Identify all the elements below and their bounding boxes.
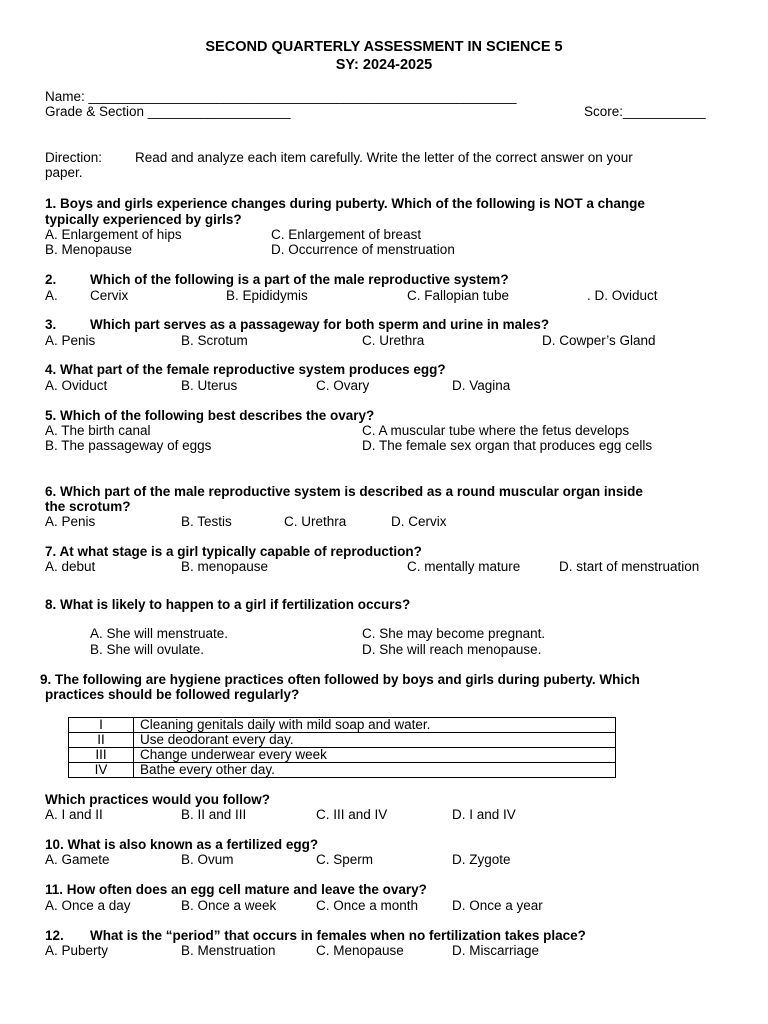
q11-option-b[interactable]: B. Once a week <box>181 898 277 913</box>
practice-text: Change underwear every week <box>134 748 616 763</box>
q1-option-a[interactable]: A. Enlargement of hips <box>45 227 182 242</box>
school-year: SY: 2024-2025 <box>335 57 433 73</box>
table-row <box>69 733 616 748</box>
q12-option-c[interactable]: C. Menopause <box>316 943 404 958</box>
q3-option-b[interactable]: B. Scrotum <box>181 333 248 348</box>
q12-option-b[interactable]: B. Menstruation <box>181 943 276 958</box>
question-9-sub: Which practices would you follow? <box>45 792 271 807</box>
q2-option-b[interactable]: B. Epididymis <box>226 288 308 303</box>
question-10: 10. What is also known as a fertilized egg? <box>45 837 319 852</box>
q12-option-d[interactable]: D. Miscarriage <box>452 943 540 958</box>
question-8: 8. What is likely to happen to a girl if fertilization occurs? <box>45 597 411 612</box>
q8-option-a[interactable]: A. She will menstruate. <box>90 626 229 641</box>
grade-section-field[interactable]: Grade & Section ___________________ <box>45 104 291 119</box>
q12-option-a[interactable]: A. Puberty <box>45 943 109 958</box>
practice-number: II <box>69 733 134 748</box>
q8-option-b[interactable]: B. She will ovulate. <box>90 642 205 657</box>
q7-option-c[interactable]: C. mentally mature <box>407 559 521 574</box>
question-9-cont: practices should be followed regularly? <box>45 687 300 702</box>
q11-option-c[interactable]: C. Once a month <box>316 898 419 913</box>
q4-option-b[interactable]: B. Uterus <box>181 378 238 393</box>
question-7: 7. At what stage is a girl typically capable of reproduction? <box>45 544 422 559</box>
q6-option-c[interactable]: C. Urethra <box>284 514 347 529</box>
q1-option-c[interactable]: C. Enlargement of breast <box>271 227 422 242</box>
q3-option-c[interactable]: C. Urethra <box>362 333 425 348</box>
table-row <box>69 718 616 733</box>
question-3-number: 3. <box>45 317 57 332</box>
q10-option-c[interactable]: C. Sperm <box>316 852 374 867</box>
q6-option-a[interactable]: A. Penis <box>45 514 96 529</box>
question-3: Which part serves as a passageway for both sperm and urine in males? <box>90 317 550 332</box>
q2-option-a-letter: A. <box>45 288 58 303</box>
q10-option-a[interactable]: A. Gamete <box>45 852 110 867</box>
practice-text: Use deodorant every day. <box>134 733 616 748</box>
question-2-number: 2. <box>45 272 57 287</box>
table-row <box>69 763 616 778</box>
q1-option-b[interactable]: B. Menopause <box>45 242 133 257</box>
q9-option-b[interactable]: B. II and III <box>181 807 247 822</box>
name-field[interactable]: Name: _________________________________________________________ <box>45 89 517 104</box>
question-5: 5. Which of the following best describes the ovary? <box>45 408 375 423</box>
practice-number: I <box>69 718 134 733</box>
score-field[interactable]: Score:___________ <box>584 104 706 119</box>
q5-option-b[interactable]: B. The passageway of eggs <box>45 438 212 453</box>
q8-option-d[interactable]: D. She will reach menopause. <box>362 642 542 657</box>
q6-option-b[interactable]: B. Testis <box>181 514 232 529</box>
question-9: 9. The following are hygiene practices often followed by boys and girls during puberty. Which <box>40 672 640 687</box>
q7-option-b[interactable]: B. menopause <box>181 559 269 574</box>
q10-option-b[interactable]: B. Ovum <box>181 852 234 867</box>
page-title: SECOND QUARTERLY ASSESSMENT IN SCIENCE 5 <box>205 39 563 55</box>
q9-option-a[interactable]: A. I and II <box>45 807 103 822</box>
q9-option-c[interactable]: C. III and IV <box>316 807 388 822</box>
question-4: 4. What part of the female reproductive system produces egg? <box>45 362 446 377</box>
question-2: Which of the following is a part of the male reproductive system? <box>90 272 509 287</box>
q2-option-a[interactable]: Cervix <box>90 288 129 303</box>
q4-option-c[interactable]: C. Ovary <box>316 378 370 393</box>
q11-option-a[interactable]: A. Once a day <box>45 898 131 913</box>
q9-option-d[interactable]: D. I and IV <box>452 807 516 822</box>
direction-label: Direction: <box>45 150 103 165</box>
q2-option-d[interactable]: . D. Oviduct <box>587 288 658 303</box>
hygiene-practices-table <box>68 717 616 778</box>
table-row <box>69 748 616 763</box>
q8-option-c[interactable]: C. She may become pregnant. <box>362 626 546 641</box>
q6-option-d[interactable]: D. Cervix <box>391 514 447 529</box>
q5-option-d[interactable]: D. The female sex organ that produces egg cells <box>362 438 653 453</box>
q4-option-d[interactable]: D. Vagina <box>452 378 511 393</box>
practice-text: Cleaning genitals daily with mild soap and water. <box>134 718 616 733</box>
question-12-number: 12. <box>45 928 64 943</box>
practice-text: Bathe every other day. <box>134 763 616 778</box>
q1-option-d[interactable]: D. Occurrence of menstruation <box>271 242 455 257</box>
q11-option-d[interactable]: D. Once a year <box>452 898 543 913</box>
question-1: 1. Boys and girls experience changes during puberty. Which of the following is NOT a change <box>45 196 645 211</box>
q3-option-d[interactable]: D. Cowper’s Gland <box>542 333 656 348</box>
question-6-cont: the scrotum? <box>45 499 131 514</box>
q4-option-a[interactable]: A. Oviduct <box>45 378 108 393</box>
q5-option-c[interactable]: C. A muscular tube where the fetus develops <box>362 423 630 438</box>
q2-option-c[interactable]: C. Fallopian tube <box>407 288 510 303</box>
practice-number: IV <box>69 763 134 778</box>
question-1-cont: typically experienced by girls? <box>45 212 242 227</box>
question-12: What is the “period” that occurs in females when no fertilization takes place? <box>90 928 586 943</box>
question-11: 11. How often does an egg cell mature and leave the ovary? <box>45 882 427 897</box>
q7-option-a[interactable]: A. debut <box>45 559 96 574</box>
direction-text: Read and analyze each item carefully. Write the letter of the correct answer on your <box>135 150 633 165</box>
question-6: 6. Which part of the male reproductive system is described as a round muscular organ inside <box>45 484 643 499</box>
q5-option-a[interactable]: A. The birth canal <box>45 423 151 438</box>
q3-option-a[interactable]: A. Penis <box>45 333 96 348</box>
direction-text-cont: paper. <box>45 165 83 180</box>
q7-option-d[interactable]: D. start of menstruation <box>559 559 700 574</box>
q10-option-d[interactable]: D. Zygote <box>452 852 511 867</box>
practice-number: III <box>69 748 134 763</box>
